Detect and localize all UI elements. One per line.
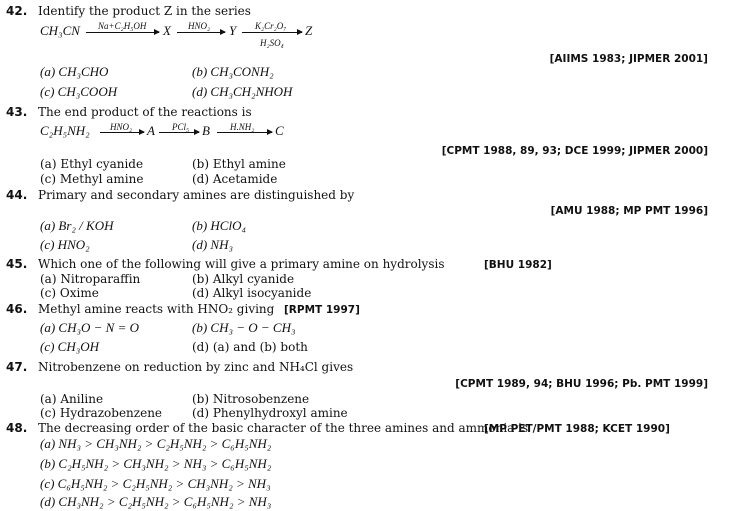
option-a: (a) NH₃ > CH₃NH₂ > C₂H₅NH₂ > C₆H₅NH₂ <box>40 436 272 451</box>
source-citation: [CPMT 1989, 94; BHU 1996; Pb. PMT 1999] <box>455 378 708 390</box>
question-text: Methyl amine reacts with HNO₂ giving <box>38 302 275 316</box>
reagent-label: H.NH₂ <box>230 122 255 132</box>
option-c: (c) CH₃OH <box>40 339 100 354</box>
option-d: (d) Acetamide <box>192 172 278 186</box>
product-label: Z <box>305 23 313 38</box>
source-citation: [AMU 1988; MP PMT 1996] <box>550 205 708 217</box>
source-citation: [AIIMS 1983; JIPMER 2001] <box>549 53 708 65</box>
option-b: (b) Nitrosobenzene <box>192 392 310 406</box>
question-text: Identify the product Z in the series <box>38 4 251 18</box>
option-c: (c) C₆H₅NH₂ > C₂H₅NH₂ > CH₃NH₂ > NH₃ <box>40 476 271 491</box>
question-number: 48. <box>6 421 28 435</box>
reaction-arrow <box>86 32 159 33</box>
option-c: (c) CH₃COOH <box>40 84 118 99</box>
intermediate-label: X <box>163 23 171 38</box>
question-number: 45. <box>6 257 28 271</box>
option-b: (b) C₂H₅NH₂ > CH₃NH₂ > NH₃ > C₆H₅NH₂ <box>40 456 272 471</box>
source-citation: [BHU 1982] <box>484 259 552 271</box>
reactant: C₂H₅NH₂ <box>40 123 90 138</box>
reagent-label: PCl₅ <box>172 122 190 132</box>
option-a: (a) Nitroparaffin <box>40 272 141 286</box>
reaction-arrow <box>100 132 144 133</box>
option-c: (c) Hydrazobenzene <box>40 406 163 420</box>
question-number: 47. <box>6 360 28 374</box>
option-d: (d) Alkyl isocyanide <box>192 286 312 300</box>
option-d: (d) (a) and (b) both <box>192 340 308 354</box>
option-b: (b) CH₃ − O − CH₃ <box>192 320 296 335</box>
reaction-arrow <box>217 132 272 133</box>
intermediate-label: B <box>202 123 210 138</box>
source-citation: [RPMT 1997] <box>284 304 360 316</box>
option-d: (d) CH₃CH₂NHOH <box>192 84 293 99</box>
question-text: Nitrobenzene on reduction by zinc and NH₄Cl gives <box>38 360 354 374</box>
option-a: (a) Ethyl cyanide <box>40 157 144 171</box>
option-b: (b) CH₃CONH₂ <box>192 64 274 79</box>
reaction-arrow <box>177 32 225 33</box>
reactant: CH₃CN <box>40 23 80 38</box>
option-a: (a) Aniline <box>40 392 104 406</box>
option-c: (c) Oxime <box>40 286 99 300</box>
option-c: (c) Methyl amine <box>40 172 144 186</box>
question-number: 42. <box>6 4 28 18</box>
product-label: C <box>275 123 284 138</box>
reagent-label: HNO₂ <box>110 122 133 132</box>
reagent-label: HNO₂ <box>188 21 211 31</box>
question-number: 46. <box>6 302 28 316</box>
question-text: Which one of the following will give a primary amine on hydrolysis <box>38 257 445 271</box>
option-d: (d) NH₃ <box>192 237 233 252</box>
option-a: (a) CH₃O − N = O <box>40 320 139 335</box>
intermediate-label: Y <box>229 23 237 38</box>
question-number: 44. <box>6 188 28 202</box>
reagent-label: Na+C₂H₅OH <box>98 21 147 31</box>
intermediate-label: A <box>147 123 155 138</box>
option-b: (b) Alkyl cyanide <box>192 272 295 286</box>
question-text: The end product of the reactions is <box>38 105 252 119</box>
option-d: (d) CH₃NH₂ > C₂H₅NH₂ > C₆H₅NH₂ > NH₃ <box>40 494 272 509</box>
reaction-arrow <box>159 132 199 133</box>
question-number: 43. <box>6 105 28 119</box>
question-text: The decreasing order of the basic character of the three amines and ammonia is <box>38 421 529 435</box>
option-c: (c) HNO₂ <box>40 237 90 252</box>
option-a: (a) CH₃CHO <box>40 64 109 79</box>
reaction-arrow <box>242 32 302 33</box>
option-d: (d) Phenylhydroxyl amine <box>192 406 348 420</box>
source-citation: [MP PET/PMT 1988; KCET 1990] <box>484 423 670 435</box>
option-b: (b) HClO₄ <box>192 218 246 233</box>
reagent-label: K₂Cr₂O₇ <box>255 21 287 31</box>
question-text: Primary and secondary amines are distinguished by <box>38 188 355 202</box>
option-a: (a) Br₂ / KOH <box>40 218 114 233</box>
option-b: (b) Ethyl amine <box>192 157 286 171</box>
source-citation: [CPMT 1988, 89, 93; DCE 1999; JIPMER 2000] <box>441 145 708 157</box>
reagent-label: H₂SO₄ <box>260 38 284 48</box>
